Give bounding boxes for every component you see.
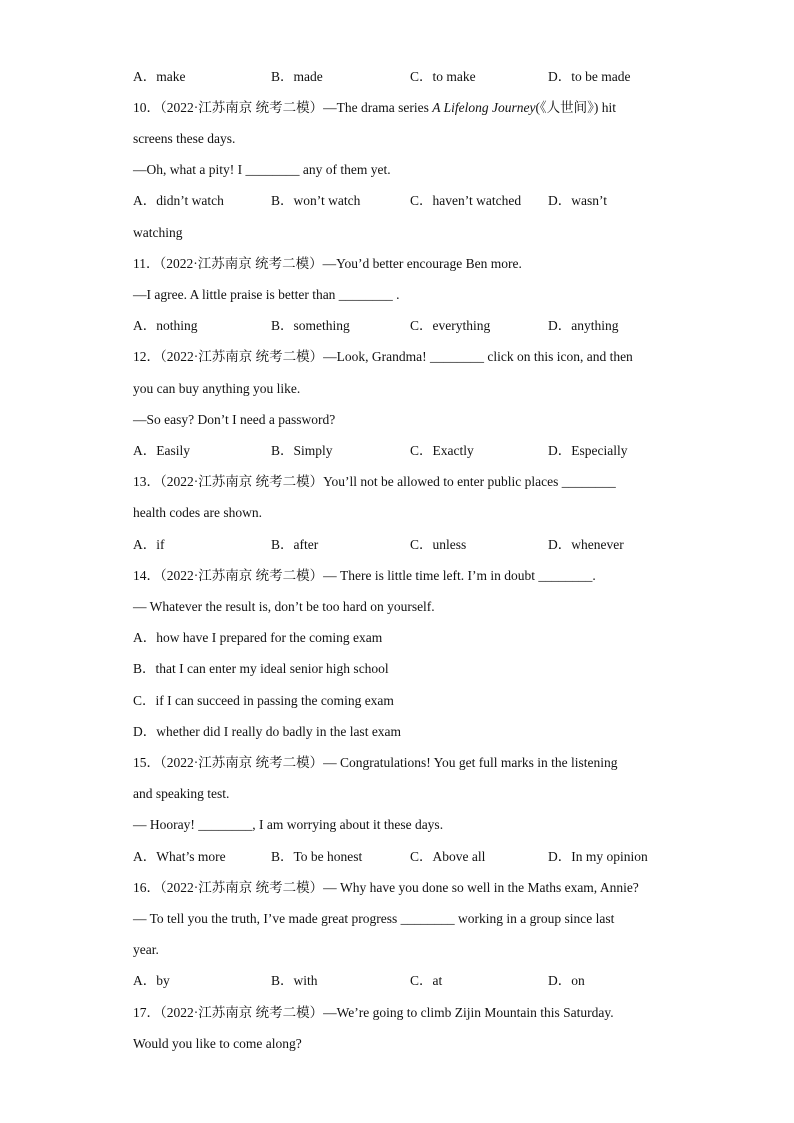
q14-stem: 14．（2022·江苏南京 统考二模）— There is little time left. I’m in doubt ________. [133,568,596,583]
q15-reply: — Hooray! ________, I am worrying about it these days. [133,817,444,832]
q13-option-b: B．after [271,537,319,552]
q16-option-a: A．by [133,973,170,988]
q15-option-c: C．Above all [410,849,486,864]
q16-option-d: D．on [548,973,585,988]
q10-option-c: C．haven’t watched [410,193,522,208]
q11-reply: —I agree. A little praise is better than ________ . [133,287,400,302]
q9-option-b: B．made [271,69,323,84]
q10-option-b: B．won’t watch [271,193,361,208]
q11-option-c: C．everything [410,318,491,333]
q16-option-c: C．at [410,973,443,988]
q14-option-a: A．how have I prepared for the coming exam [133,630,383,645]
q12-stem-cont: you can buy anything you like. [133,381,301,396]
q10-stem [133,99,673,117]
q11-stem: 11．（2022·江苏南京 统考二模）—You’d better encourage Ben more. [133,256,522,271]
q15-stem: 15．（2022·江苏南京 统考二模）— Congratulations! You get full marks in the listening [133,755,618,770]
q10-stem-text: 10．（2022·江苏南京 统考二模）—The drama series [133,100,433,115]
q10-option-d-wrap: watching [133,225,183,240]
q10-reply: —Oh, what a pity! I ________ any of them yet. [133,162,391,177]
q10-series-title: A Lifelong Journey [432,100,536,115]
q10-option-d: D．wasn’t [548,193,607,208]
q13-stem: 13．（2022·江苏南京 统考二模）You’ll not be allowed to enter public places ________ [133,474,616,489]
q9-option-d: D．to be made [548,69,631,84]
q15-option-a: A．What’s more [133,849,226,864]
q14-option-c: C．if I can succeed in passing the coming exam [133,693,394,708]
q10-option-a: A．didn’t watch [133,193,224,208]
q12-option-d: D．Especially [548,443,628,458]
q17-stem-cont: Would you like to come along? [133,1036,302,1051]
q13-option-a: A．if [133,537,165,552]
q16-reply-cont: year. [133,942,159,957]
q14-option-b: B．that I can enter my ideal senior high school [133,661,389,676]
q9-option-a: A．make [133,69,186,84]
q16-option-b: B．with [271,973,318,988]
q15-stem-cont: and speaking test. [133,786,230,801]
q16-reply: — To tell you the truth, I’ve made great progress ________ working in a group since last [133,911,615,926]
q12-option-c: C．Exactly [410,443,474,458]
q14-option-d: D．whether did I really do badly in the last exam [133,724,402,739]
q15-option-d: D．In my opinion [548,849,648,864]
q12-option-a: A．Easily [133,443,190,458]
q9-option-c: C．to make [410,69,476,84]
q13-option-c: C．unless [410,537,467,552]
q11-option-a: A．nothing [133,318,198,333]
q10-stem-tail: (《人世间》) hit [535,100,617,115]
q13-option-d: D．whenever [548,537,624,552]
q12-stem: 12．（2022·江苏南京 统考二模）—Look, Grandma! ________ click on this icon, and then [133,349,633,364]
q10-stem-cont: screens these days. [133,131,236,146]
q13-stem-cont: health codes are shown. [133,505,262,520]
q16-stem: 16．（2022·江苏南京 统考二模）— Why have you done so well in the Maths exam, Annie? [133,880,639,895]
q11-option-d: D．anything [548,318,619,333]
q11-option-b: B．something [271,318,350,333]
q15-option-b: B．To be honest [271,849,363,864]
q12-reply: —So easy? Don’t I need a password? [133,412,336,427]
q12-option-b: B．Simply [271,443,333,458]
q17-stem: 17．（2022·江苏南京 统考二模）—We’re going to climb Zijin Mountain this Saturday. [133,1005,614,1020]
q14-reply: — Whatever the result is, don’t be too hard on yourself. [133,599,435,614]
